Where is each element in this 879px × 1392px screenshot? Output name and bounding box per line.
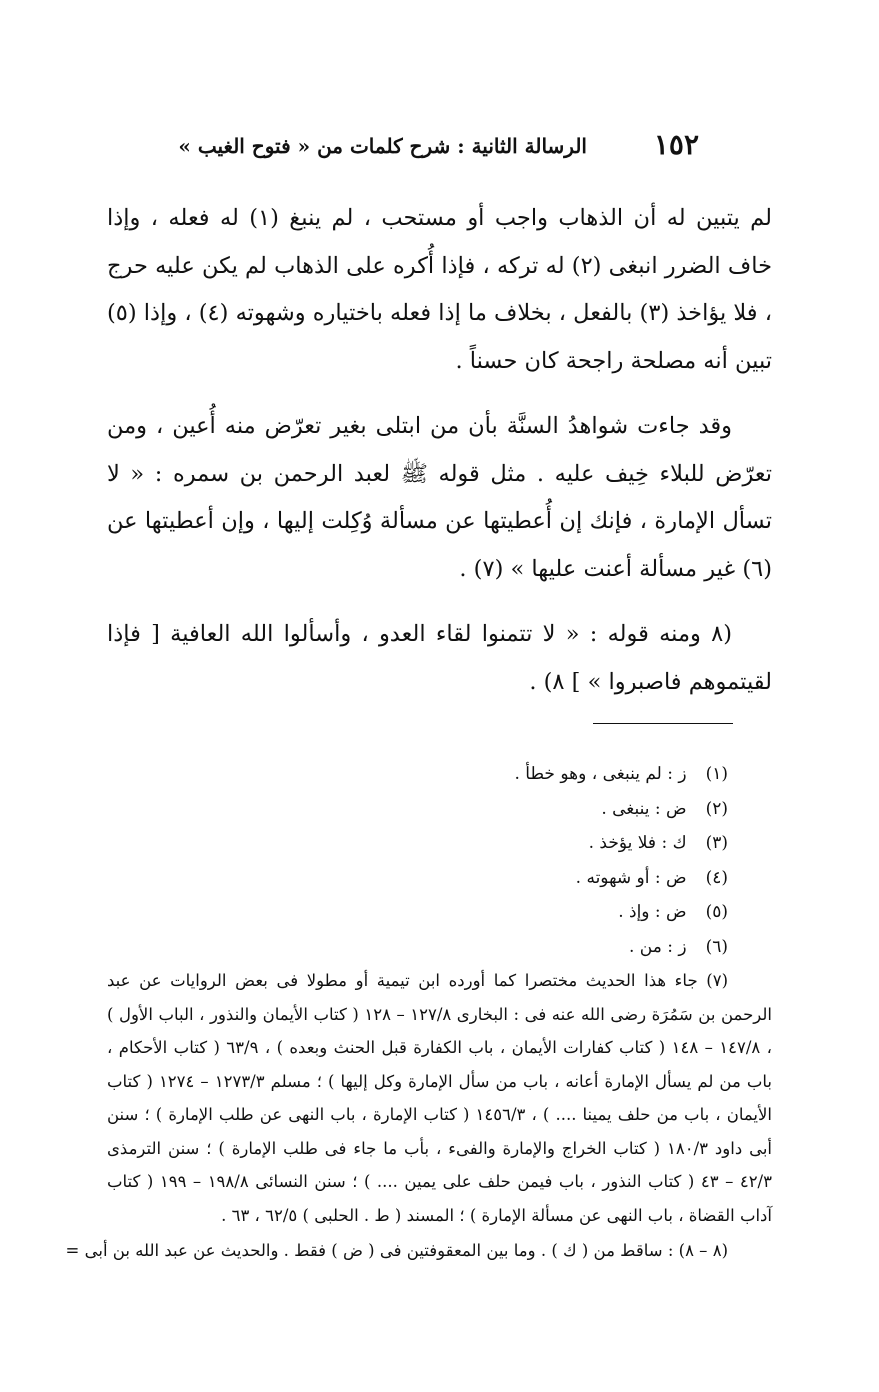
footnote-number: (٢) [705, 798, 728, 819]
footnote [107, 861, 772, 896]
footnote-number: (٦) [705, 936, 728, 957]
footnote-text: ض : ينبغى . [601, 798, 687, 819]
footnote [107, 930, 772, 965]
footnote-continued: (٨ – ٨) : ساقط من ( ك ) . وما بين المعقوفتين فى ( ض ) فقط . والحديث عن عبد الله بن أبى = [65, 1241, 728, 1260]
footnote-long: (٧) جاء هذا الحديث مختصرا كما أورده ابن تيمية أو مطولا فى بعض الروايات عن عبد الرحمن بن سَمُرَة رضى الله عنه فى : البخارى ١٢٧/٨ – ١٢٨ ( كتاب الأيمان والنذور ، الباب الأول ) ، ١٤٧/٨ – ١٤٨ ( كتاب كفارات الأيمان ، باب الكفارة قبل الحنث وبعده ) ، ٦٣/٩ ( كتاب الأحكام ، باب من لم يسأل الإمارة أعانه ، باب من سأل الإمارة وكل إليها ) ؛ مسلم ١٢٧٣/٣ – ١٢٧٤ ( كتاب الأيمان ، باب من حلف يمينا .... ) ، ١٤٥٦/٣ ( كتاب الإمارة ، باب النهى عن طلب الإمارة ) ؛ سنن أبى داود ١٨٠/٣ ( كتاب الخراج والإمارة والفىء ، بأب ما جاء فى طلب الإمارة ) ؛ سنن الترمذى ٤٢/٣ – ٤٣ ( كتاب النذور ، باب فيمن حلف على يمين .... ) ؛ سنن النسائى ١٩٨/٨ – ١٩٩ ( كتاب آداب القضاة ، باب النهى عن مسألة الإمارة ) ؛ المسند ( ط . الحلبى ) ٦٢/٥ ، ٦٣ . [107, 971, 772, 1225]
footnotes [65, 757, 772, 1266]
page-header [180, 128, 699, 168]
main-text [107, 195, 772, 706]
footnote-number: (٥) [705, 902, 728, 922]
footnote-text: ز : لم ينبغى ، وهو خطأ . [514, 764, 687, 784]
paragraph: وقد جاءت شواهدُ السنَّة بأن من ابتلى بغير تعرّض منه أُعين ، ومن تعرّض للبلاء خِيف عليه . مثل قوله ﷺ لعبد الرحمن بن سمره : « لا تسأل الإمارة ، فإنك إن أُعطيتها عن مسألة وُكِلت إليها ، وإن أعطيتها عن (٦) غير مسألة أعنت عليها » (٧) . [107, 413, 772, 582]
footnote-number: (٣) [705, 833, 728, 853]
footnote [107, 792, 772, 827]
running-title: الرسالة الثانية : شرح كلمات من « فتوح الغيب » [178, 134, 587, 158]
footnote-number: (١) [705, 764, 728, 784]
paragraph: (٨ ومنه قوله : « لا تتمنوا لقاء العدو ، وأسألوا الله العافية [ فإذا لقيتموهم فاصبروا » ] ٨) . [107, 621, 772, 695]
footnote [107, 826, 772, 861]
footnote-divider [593, 723, 733, 724]
footnote-text: ض : وإذ . [618, 902, 687, 922]
paragraph: لم يتبين له أن الذهاب واجب أو مستحب ، لم ينبغ (١) له فعله ، وإذا خاف الضرر انبغى (٢) له تركه ، فإذا أُكره على الذهاب لم يكن عليه حرج ، فلا يؤاخذ (٣) بالفعل ، بخلاف ما إذا فعله باختياره وشهوته (٤) ، وإذا (٥) تبين أنه مصلحة راجحة كان حسناً . [107, 205, 773, 374]
footnote-text: ك : فلا يؤخذ . [588, 833, 687, 853]
footnote [107, 757, 772, 792]
footnote-text: ض : أو شهوته . [575, 867, 687, 888]
footnote-text: ز : من . [628, 936, 687, 957]
page-number: ١٥٢ [653, 128, 699, 161]
footnote [107, 895, 772, 930]
footnote-number: (٤) [705, 867, 728, 888]
